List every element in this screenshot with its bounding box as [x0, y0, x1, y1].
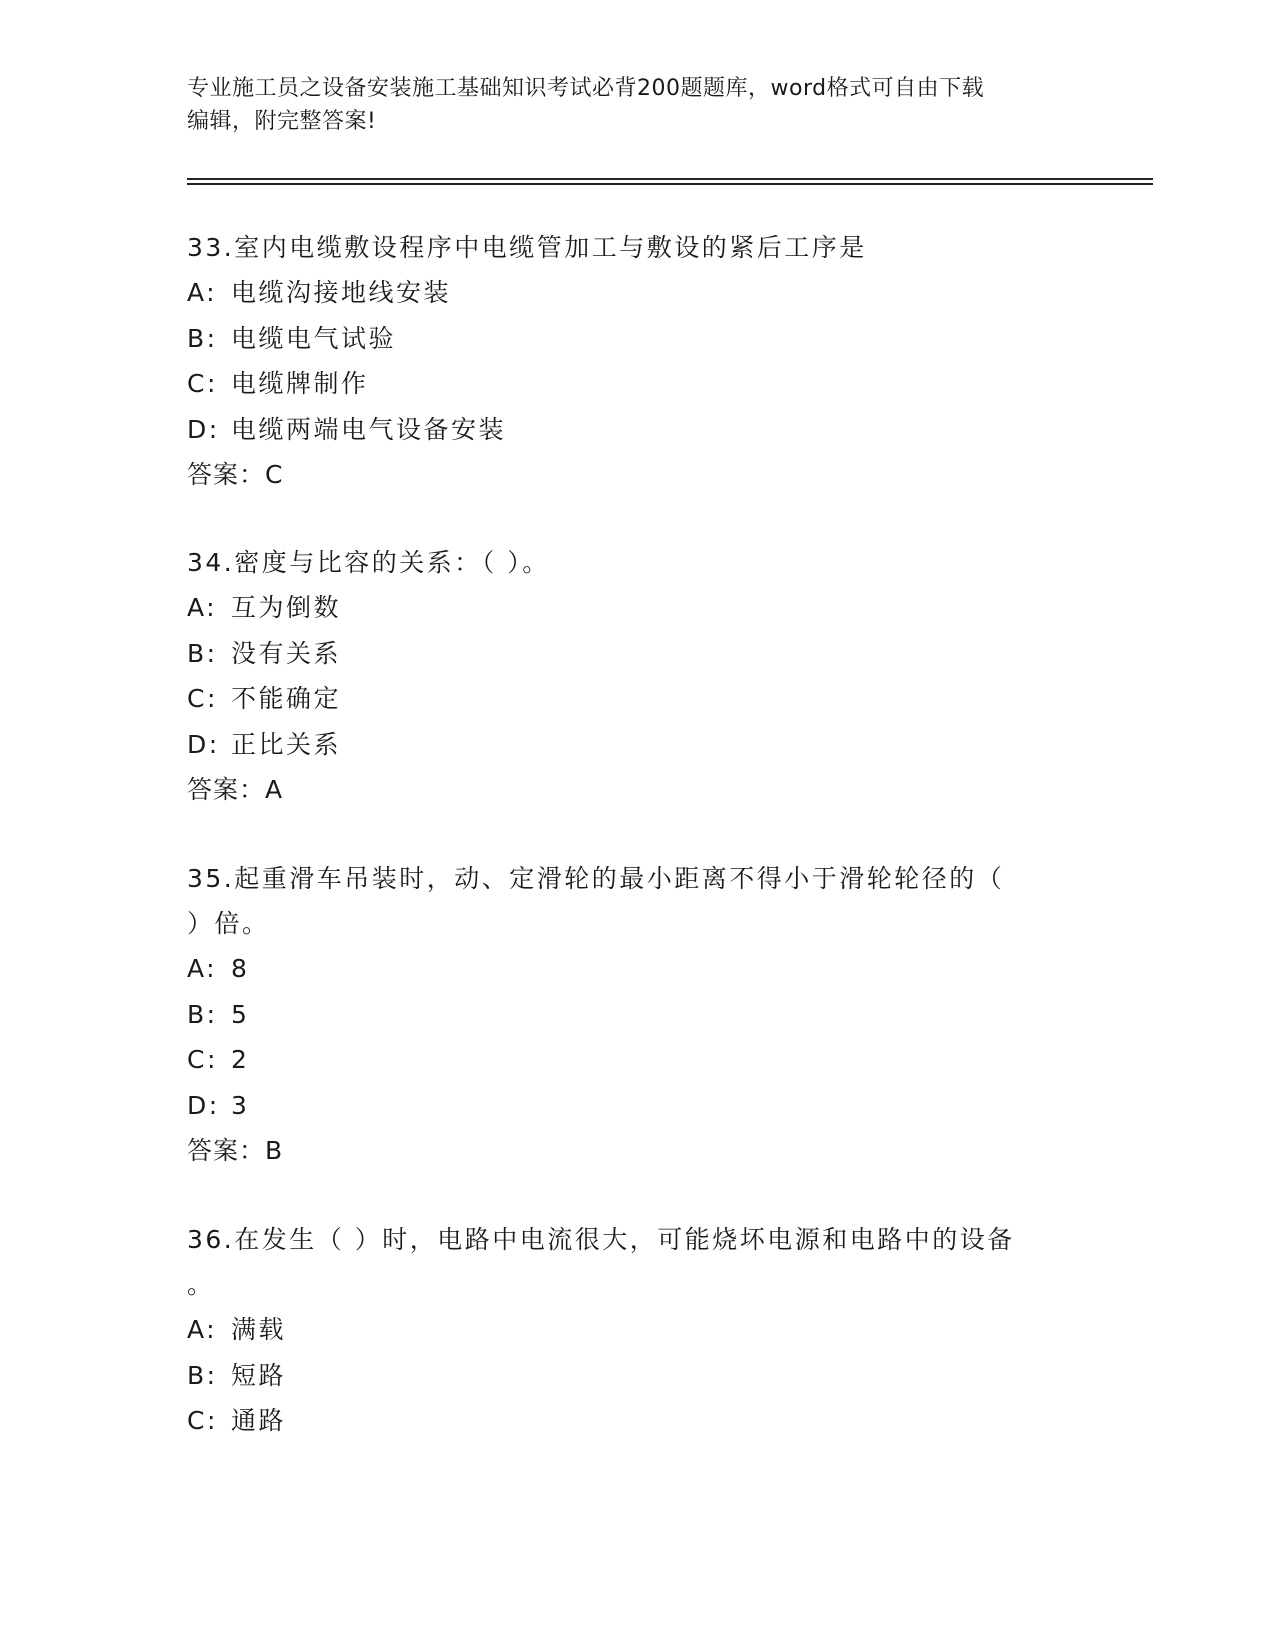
header-divider-bottom	[187, 183, 1153, 185]
option-key: A:	[187, 593, 218, 622]
option-b	[187, 316, 1087, 362]
option-a	[187, 270, 1087, 316]
header-title-line-2: 编辑，附完整答案!	[187, 109, 377, 134]
option-text: 8	[231, 954, 250, 983]
option-c	[187, 676, 1087, 722]
option-d	[187, 722, 1087, 768]
option-key: B:	[187, 323, 218, 353]
option-text: 通路	[231, 1406, 287, 1435]
option-text: 正比关系	[231, 729, 342, 759]
option-text: 短路	[231, 1360, 287, 1390]
question-33	[187, 225, 1087, 497]
option-text: 5	[231, 999, 250, 1029]
option-a	[187, 1307, 1087, 1353]
option-key: C:	[187, 1045, 218, 1074]
option-a	[187, 585, 1087, 631]
question-stem: 33.室内电缆敷设程序中电缆管加工与敷设的紧后工序是	[187, 233, 867, 262]
option-b	[187, 1353, 1087, 1399]
option-key: B:	[187, 999, 218, 1029]
option-text: 满载	[231, 1315, 287, 1344]
option-text: 电缆牌制作	[231, 369, 369, 398]
option-text: 不能确定	[231, 684, 342, 713]
option-b	[187, 631, 1087, 677]
option-key: A:	[187, 278, 218, 307]
option-text: 互为倒数	[231, 593, 342, 622]
header-title-line-1: 专业施工员之设备安装施工基础知识考试必背200题题库，word格式可自由下载	[187, 76, 985, 101]
header-divider-top	[187, 178, 1153, 180]
question-35	[187, 856, 1087, 1173]
option-text: 没有关系	[231, 638, 342, 668]
question-stem: 34.密度与比容的关系：（ ）。	[187, 548, 550, 577]
question-stem-continued: 。	[187, 1270, 215, 1299]
question-stem: 35.起重滑车吊装时，动、定滑轮的最小距离不得小于滑轮轮径的（	[187, 864, 1005, 893]
option-key: B:	[187, 638, 218, 668]
option-key: D:	[187, 729, 220, 759]
answer-line: 答案：B	[187, 1136, 284, 1165]
question-stem-continued: ）倍。	[187, 909, 270, 938]
option-key: C:	[187, 1406, 218, 1435]
answer-line: 答案：A	[187, 775, 284, 804]
answer-line: 答案：C	[187, 460, 284, 489]
option-b	[187, 992, 1087, 1038]
option-key: A:	[187, 954, 218, 983]
option-key: A:	[187, 1315, 218, 1344]
option-text: 电缆电气试验	[231, 323, 397, 353]
question-34	[187, 540, 1087, 812]
option-text: 电缆两端电气设备安装	[231, 414, 507, 444]
option-d	[187, 1083, 1087, 1129]
option-key: D:	[187, 414, 220, 444]
option-key: D:	[187, 1090, 220, 1120]
option-key: B:	[187, 1360, 218, 1390]
option-text: 3	[231, 1090, 250, 1120]
option-d	[187, 407, 1087, 453]
question-36	[187, 1217, 1087, 1444]
option-key: C:	[187, 684, 218, 713]
option-c	[187, 361, 1087, 407]
option-text: 电缆沟接地线安装	[231, 278, 452, 307]
option-key: C:	[187, 369, 218, 398]
question-stem: 36.在发生（ ）时，电路中电流很大，可能烧坏电源和电路中的设备	[187, 1225, 1015, 1254]
option-c	[187, 1398, 1087, 1444]
option-c	[187, 1037, 1087, 1083]
option-a	[187, 946, 1087, 992]
option-text: 2	[231, 1045, 250, 1074]
document-header	[187, 72, 1087, 138]
